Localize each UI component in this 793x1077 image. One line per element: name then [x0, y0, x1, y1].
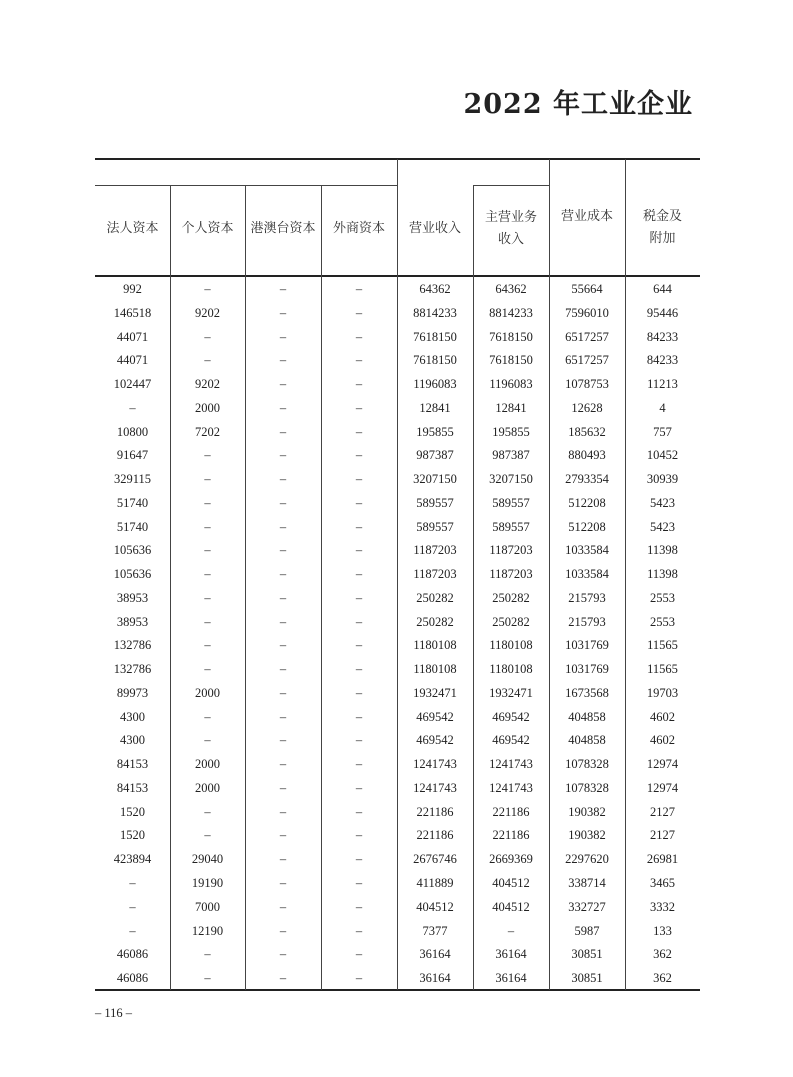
table-cell: –: [355, 305, 363, 320]
table-cell: 8814233: [413, 305, 457, 320]
table-cell: 1673568: [565, 685, 609, 700]
page-title: 2022 年工业企业: [463, 89, 693, 120]
table-cell: 132786: [113, 662, 152, 677]
table-cell: 30939: [646, 472, 679, 487]
table-cell: 36164: [495, 971, 527, 986]
table-cell: 404858: [568, 733, 606, 748]
table-cell: 757: [653, 424, 672, 439]
table-cell: 469542: [492, 733, 530, 748]
table-cell: 2553: [650, 590, 675, 605]
table-cell: 362: [653, 947, 672, 962]
table-cell: 7618150: [489, 353, 533, 368]
table-cell: 30851: [571, 947, 603, 962]
table-cell: 133: [653, 923, 672, 938]
table-cell: 46086: [116, 971, 149, 986]
table-cell: 362: [653, 971, 672, 986]
table-cell: 512208: [568, 519, 606, 534]
table-cell: –: [129, 899, 136, 914]
table-cell: 44071: [116, 329, 149, 344]
table-cell: –: [204, 662, 211, 677]
table-cell: 1196083: [413, 377, 457, 392]
table-cell: –: [279, 543, 287, 558]
table-cell: 6517257: [565, 353, 609, 368]
table-cell: –: [355, 353, 363, 368]
table-cell: 44071: [116, 353, 149, 368]
table-cell: –: [507, 923, 515, 938]
table-cell: 589557: [492, 495, 530, 510]
table-cell: 5987: [574, 923, 600, 938]
table-cell: 64362: [495, 282, 527, 296]
table-cell: 2000: [195, 780, 220, 795]
table-cell: 51740: [116, 495, 149, 510]
table-cell: 132786: [113, 638, 152, 653]
table-cell: 105636: [113, 543, 152, 558]
table-cell: –: [204, 947, 211, 962]
table-cell: 1241743: [489, 780, 533, 795]
table-cell: 423894: [113, 852, 152, 867]
table-cell: –: [279, 923, 287, 938]
table-cell: 589557: [416, 519, 454, 534]
table-cell: 38953: [116, 614, 149, 629]
table-cell: –: [355, 519, 363, 534]
table-cell: –: [355, 685, 363, 700]
table-cell: –: [129, 876, 136, 890]
table-cell: –: [279, 638, 287, 653]
table-cell: 644: [653, 282, 672, 296]
table-cell: 589557: [416, 495, 454, 510]
table-cell: 3207150: [489, 472, 533, 487]
table-cell: 84153: [116, 757, 149, 772]
column-header: 外商资本: [332, 221, 385, 236]
table-cell: 3207150: [413, 472, 457, 487]
table-cell: –: [279, 899, 287, 914]
table-cell: 89973: [116, 685, 149, 700]
table-cell: –: [279, 804, 287, 819]
table-cell: 512208: [568, 495, 606, 510]
table-cell: –: [204, 282, 211, 296]
table-cell: –: [204, 472, 211, 487]
table-cell: 146518: [113, 305, 152, 320]
table-cell: 4602: [650, 733, 675, 748]
table-cell: –: [355, 400, 363, 415]
table-cell: –: [355, 947, 363, 962]
table-cell: 2297620: [565, 852, 609, 867]
table-cell: 404512: [492, 899, 530, 914]
table-cell: 12974: [646, 780, 679, 795]
table-cell: –: [355, 567, 363, 582]
table-cell: –: [204, 329, 211, 344]
page-number: – 116 –: [95, 1006, 133, 1020]
table-cell: –: [279, 424, 287, 439]
table-cell: 11398: [647, 543, 678, 558]
table-cell: 1180108: [413, 662, 457, 677]
table-cell: 215793: [568, 590, 606, 605]
table-cell: –: [355, 448, 363, 463]
table-cell: –: [204, 828, 211, 843]
table-cell: –: [204, 519, 211, 534]
table-cell: –: [204, 614, 211, 629]
table-cell: 29040: [191, 852, 224, 867]
table-cell: 221186: [492, 804, 530, 819]
table-cell: 46086: [116, 947, 149, 962]
table-cell: –: [355, 852, 363, 867]
table-cell: 2669369: [489, 852, 533, 867]
table-cell: 10800: [116, 424, 149, 439]
table-cell: 1187203: [489, 543, 533, 558]
table-cell: 880493: [568, 448, 606, 463]
table-cell: 589557: [492, 519, 530, 534]
table-cell: 469542: [416, 733, 454, 748]
column-header: 法人资本: [106, 221, 159, 236]
table-cell: –: [204, 971, 211, 986]
table-cell: –: [279, 590, 287, 605]
table-cell: –: [355, 638, 363, 653]
table-cell: 7596010: [565, 305, 609, 320]
table-cell: 36164: [419, 947, 451, 962]
table-cell: 411889: [416, 876, 454, 890]
table-cell: 36164: [495, 947, 527, 962]
table-cell: 1241743: [413, 757, 457, 772]
table-cell: –: [279, 567, 287, 582]
table-cell: 36164: [419, 971, 451, 986]
table-cell: 215793: [568, 614, 606, 629]
table-cell: 12974: [646, 757, 679, 772]
table-cell: 11565: [647, 662, 678, 677]
table-cell: 404858: [568, 709, 606, 724]
table-cell: 4: [659, 400, 666, 415]
table-cell: –: [279, 828, 287, 843]
table-cell: –: [279, 472, 287, 487]
table-cell: –: [355, 472, 363, 487]
table-cell: 4300: [120, 733, 145, 748]
table-cell: 64362: [419, 282, 451, 296]
table-cell: 469542: [416, 709, 454, 724]
table-cell: –: [279, 662, 287, 677]
table-cell: 1033584: [565, 567, 609, 582]
table-cell: 1187203: [413, 543, 457, 558]
table-cell: –: [355, 329, 363, 344]
table-cell: –: [355, 828, 363, 843]
table-cell: 6517257: [565, 329, 609, 344]
table-cell: 5423: [650, 519, 675, 534]
table-cell: –: [204, 567, 211, 582]
table-cell: –: [204, 543, 211, 558]
table-cell: –: [279, 876, 287, 890]
table-cell: 1031769: [565, 638, 609, 653]
column-header: 个人资本: [181, 221, 234, 236]
table-cell: 1180108: [489, 638, 533, 653]
column-header: 营业成本: [560, 209, 613, 224]
table-cell: 2127: [650, 828, 675, 843]
table-cell: 1187203: [413, 567, 457, 582]
table-cell: –: [355, 614, 363, 629]
table-cell: 4602: [650, 709, 675, 724]
table-cell: –: [355, 733, 363, 748]
table-cell: 4300: [120, 709, 145, 724]
table-cell: 19703: [646, 685, 679, 700]
table-cell: 2676746: [413, 852, 457, 867]
column-header: 港澳台资本: [250, 221, 316, 236]
table-cell: 1078328: [565, 780, 609, 795]
table-cell: 30851: [571, 971, 603, 986]
table-cell: –: [279, 495, 287, 510]
table-cell: 9202: [195, 305, 220, 320]
table-cell: 105636: [113, 567, 152, 582]
table-cell: –: [129, 923, 136, 938]
table-cell: 1187203: [489, 567, 533, 582]
table-cell: 26981: [646, 852, 679, 867]
table-cell: 250282: [416, 590, 454, 605]
table-cell: 185632: [568, 424, 606, 439]
table-cell: 404512: [416, 899, 454, 914]
table-cell: 1033584: [565, 543, 609, 558]
table-cell: 5423: [650, 495, 675, 510]
table-cell: 469542: [492, 709, 530, 724]
table-cell: –: [279, 852, 287, 867]
table-cell: 1078753: [565, 377, 609, 392]
table-cell: 2127: [650, 804, 675, 819]
table-cell: –: [279, 448, 287, 463]
table-cell: 338714: [568, 876, 606, 890]
header-group-rule-left: [95, 185, 397, 186]
table-cell: –: [279, 400, 287, 415]
table-cell: –: [355, 495, 363, 510]
column-header: 税金及 附加: [642, 209, 682, 246]
table-cell: 190382: [568, 828, 606, 843]
table-cell: –: [204, 733, 211, 748]
table-cell: –: [355, 543, 363, 558]
table-cell: 2000: [195, 685, 220, 700]
table-cell: 1241743: [413, 780, 457, 795]
table-cell: –: [279, 377, 287, 392]
table-cell: –: [204, 495, 211, 510]
table-cell: 7377: [422, 923, 448, 938]
table-cell: 8814233: [489, 305, 533, 320]
table-cell: 12841: [495, 400, 527, 415]
table-cell: 329115: [113, 472, 152, 487]
table-cell: –: [355, 780, 363, 795]
table-cell: 1180108: [413, 638, 457, 653]
table-cell: 1932471: [413, 685, 457, 700]
table-cell: –: [279, 685, 287, 700]
column-header: 营业收入: [408, 221, 461, 236]
table-cell: –: [279, 329, 287, 344]
table-cell: –: [355, 923, 363, 938]
table-cell: 51740: [116, 519, 149, 534]
table-cell: 2000: [195, 757, 220, 772]
table-cell: 2793354: [565, 472, 609, 487]
table-cell: 195855: [416, 424, 454, 439]
table-cell: –: [355, 757, 363, 772]
table-cell: 1196083: [489, 377, 533, 392]
table-cell: –: [279, 614, 287, 629]
table-cell: 1520: [120, 804, 145, 819]
table-cell: 12841: [419, 400, 451, 415]
table-cell: –: [204, 448, 211, 463]
table-cell: 250282: [492, 590, 530, 605]
table-cell: –: [204, 638, 211, 653]
table-cell: 12628: [571, 400, 603, 415]
table-cell: –: [355, 709, 363, 724]
table-cell: 84233: [646, 353, 679, 368]
table-cell: –: [279, 971, 287, 986]
table-cell: 55664: [571, 282, 603, 296]
table-cell: 190382: [568, 804, 606, 819]
table-cell: 19190: [191, 876, 224, 890]
table-cell: 95446: [646, 305, 679, 320]
table-cell: 11565: [647, 638, 678, 653]
table-cell: –: [355, 424, 363, 439]
table-cell: –: [204, 353, 211, 368]
table-cell: –: [204, 590, 211, 605]
table-cell: 7618150: [413, 353, 457, 368]
table-cell: 10452: [646, 448, 679, 463]
table-cell: 250282: [416, 614, 454, 629]
table-cell: 250282: [492, 614, 530, 629]
table-cell: 91647: [116, 448, 149, 463]
table-cell: 221186: [416, 804, 454, 819]
table-cell: –: [279, 519, 287, 534]
table-cell: 11398: [647, 567, 678, 582]
table-cell: 992: [123, 282, 142, 296]
table-cell: 2000: [195, 400, 220, 415]
table-cell: 1078328: [565, 757, 609, 772]
table-cell: 2553: [650, 614, 675, 629]
table-cell: 7000: [195, 899, 220, 914]
table-cell: –: [355, 876, 363, 890]
table-cell: –: [355, 377, 363, 392]
table-cell: –: [279, 780, 287, 795]
table-cell: 84153: [116, 780, 149, 795]
table-cell: 404512: [492, 876, 530, 890]
table-cell: 195855: [492, 424, 530, 439]
table-cell: 3465: [650, 876, 675, 890]
table-cell: –: [279, 709, 287, 724]
table-cell: –: [204, 709, 211, 724]
table-cell: 221186: [492, 828, 530, 843]
table-cell: 1932471: [489, 685, 533, 700]
table-cell: 1241743: [489, 757, 533, 772]
table-cell: 3332: [650, 899, 675, 914]
table-cell: –: [279, 733, 287, 748]
table-cell: 7202: [195, 424, 220, 439]
table-cell: –: [355, 282, 363, 296]
table-cell: 987387: [492, 448, 530, 463]
column-header: 主营业务 收入: [484, 210, 537, 247]
table-cell: –: [279, 282, 287, 296]
header-group-rule-right: [473, 185, 549, 186]
table-cell: 38953: [116, 590, 149, 605]
table-cell: 7618150: [489, 329, 533, 344]
table-cell: –: [279, 947, 287, 962]
table-cell: –: [279, 353, 287, 368]
table-cell: –: [279, 305, 287, 320]
table-cell: 1180108: [489, 662, 533, 677]
table-cell: –: [355, 899, 363, 914]
table-cell: 221186: [416, 828, 454, 843]
table-cell: 1520: [120, 828, 145, 843]
table-cell: 84233: [646, 329, 679, 344]
table-cell: –: [355, 662, 363, 677]
table-cell: 11213: [647, 377, 678, 392]
table-cell: –: [355, 971, 363, 986]
table-cell: 987387: [416, 448, 454, 463]
table-cell: –: [129, 400, 136, 415]
table-cell: –: [355, 590, 363, 605]
table-cell: 12190: [191, 923, 224, 938]
table-cell: 7618150: [413, 329, 457, 344]
table-cell: 102447: [113, 377, 152, 392]
table-cell: 332727: [568, 899, 606, 914]
table-cell: 9202: [195, 377, 220, 392]
table-cell: 1031769: [565, 662, 609, 677]
table-cell: –: [279, 757, 287, 772]
table-cell: –: [355, 804, 363, 819]
table-cell: –: [204, 804, 211, 819]
